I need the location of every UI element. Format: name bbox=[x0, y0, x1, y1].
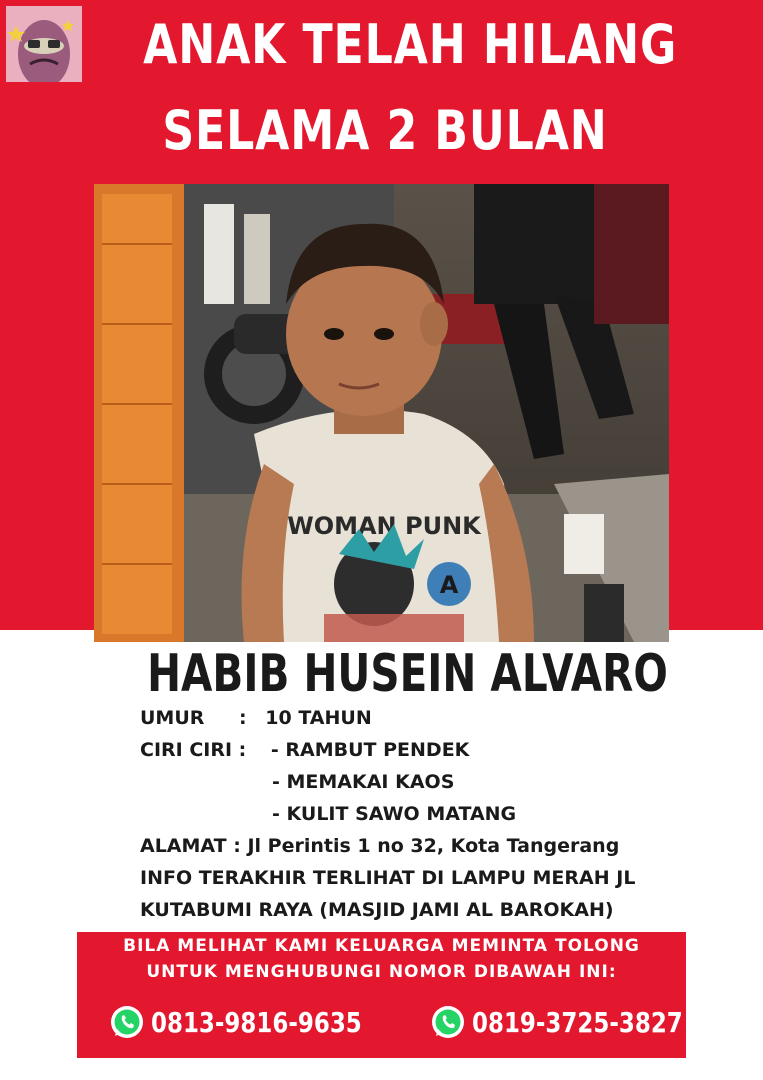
plea-line-1: BILA MELIHAT KAMI KELUARGA MEMINTA TOLONG bbox=[123, 936, 640, 956]
shirt-print-text: WOMAN PUNK bbox=[287, 512, 481, 540]
age-separator: : bbox=[239, 707, 247, 729]
child-name: HABIB HUSEIN ALVARO bbox=[147, 644, 668, 704]
phone-number-1: 0813-9816-9635 bbox=[151, 1005, 362, 1039]
age-row bbox=[140, 709, 372, 728]
trait-item: - KULIT SAWO MATANG bbox=[272, 803, 517, 825]
phone-number-2: 0819-3725-3827 bbox=[472, 1005, 683, 1039]
age-value: 10 TAHUN bbox=[265, 707, 372, 729]
headline-line-2: SELAMA 2 BULAN bbox=[162, 99, 608, 162]
child-photo bbox=[94, 184, 669, 642]
phone-contact-1 bbox=[109, 1004, 408, 1040]
svg-text:A: A bbox=[439, 571, 459, 599]
traits-row bbox=[140, 741, 469, 760]
sticker-icon bbox=[6, 6, 82, 82]
whatsapp-icon bbox=[109, 1004, 145, 1040]
headline-line-1: ANAK TELAH HILANG bbox=[143, 13, 678, 76]
trait-item: - MEMAKAI KAOS bbox=[272, 771, 455, 793]
last-seen-line-1: INFO TERAKHIR TERLIHAT DI LAMPU MERAH JL bbox=[140, 867, 636, 889]
whatsapp-icon bbox=[430, 1004, 466, 1040]
address-text: ALAMAT : Jl Perintis 1 no 32, Kota Tangerang bbox=[140, 835, 620, 857]
last-seen-line-2: KUTABUMI RAYA (MASJID JAMI AL BAROKAH) bbox=[140, 899, 614, 921]
traits-label: CIRI CIRI : bbox=[140, 739, 247, 761]
plea-line-2: UNTUK MENGHUBUNGI NOMOR DIBAWAH INI: bbox=[146, 962, 617, 982]
contact-band bbox=[77, 932, 686, 1058]
trait-item: - RAMBUT PENDEK bbox=[270, 739, 470, 761]
age-label: UMUR bbox=[140, 707, 205, 729]
phone-contact-2 bbox=[430, 1004, 729, 1040]
